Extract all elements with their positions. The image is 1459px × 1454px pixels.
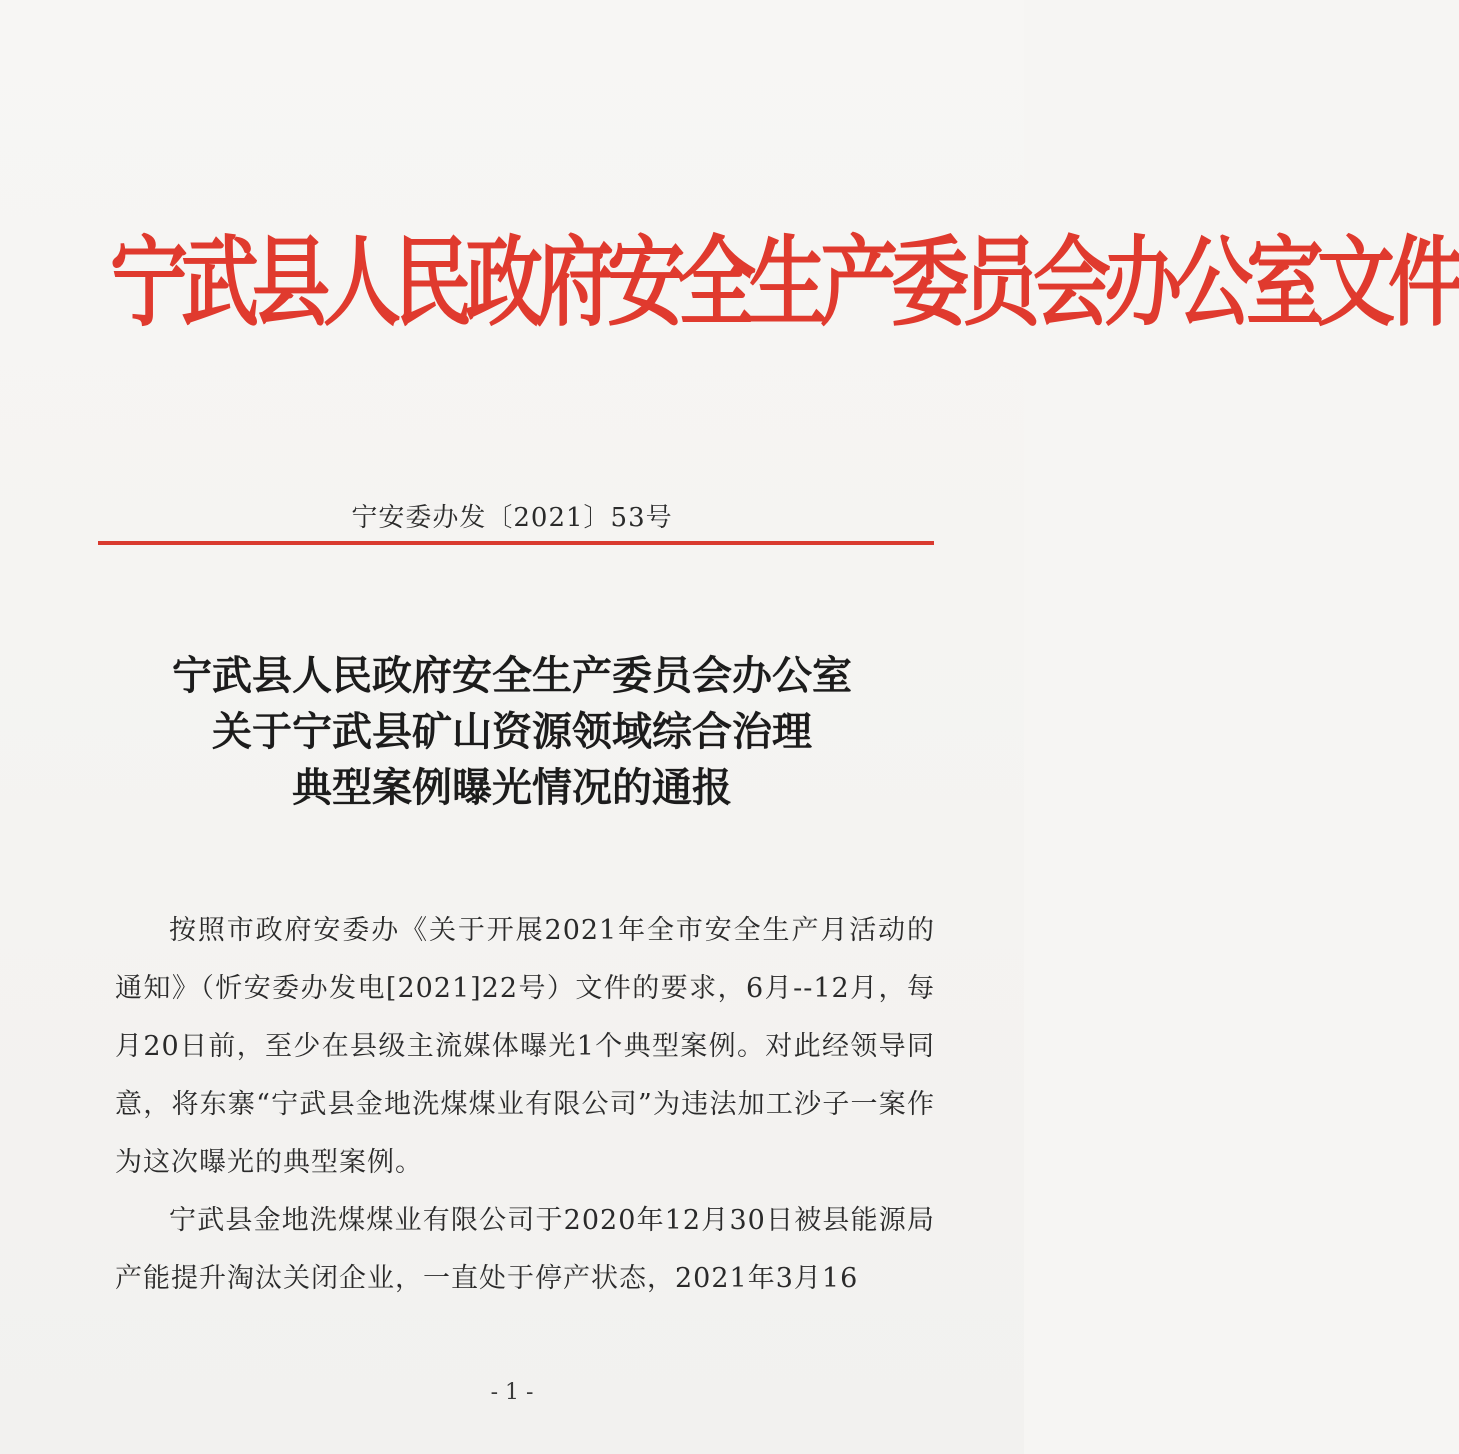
page-number: - 1 -: [490, 1380, 534, 1405]
notice-title-line-1: 宁武县人民政府安全生产委员会办公室: [172, 652, 852, 699]
notice-title: [0, 648, 1024, 816]
body-paragraph-1: 按照市政府安委办《关于开展2021年全市安全生产月活动的通知》（忻安委办发电[2021]22号）文件的要求，6月--12月，每月20日前，至少在县级主流媒体曝光1个典型案例。对此经领导同意，将东寨“宁武县金地洗煤煤业有限公司”为违法加工沙子一案作为这次曝光的典型案例。: [115, 915, 935, 1178]
document-header-title: 宁武县人民政府安全生产委员会办公室文件: [110, 227, 1459, 338]
notice-title-line-3: 典型案例曝光情况的通报: [292, 764, 732, 811]
body-text: [115, 902, 935, 1308]
body-paragraph-2: 宁武县金地洗煤煤业有限公司于2020年12月30日被县能源局产能提升淘汰关闭企业，一直处于停产状态，2021年3月16: [115, 1205, 935, 1294]
document-number: 宁安委办发〔2021〕53号: [351, 503, 673, 533]
notice-title-line-2: 关于宁武县矿山资源领域综合治理: [212, 708, 812, 755]
red-divider-line: [98, 541, 934, 545]
